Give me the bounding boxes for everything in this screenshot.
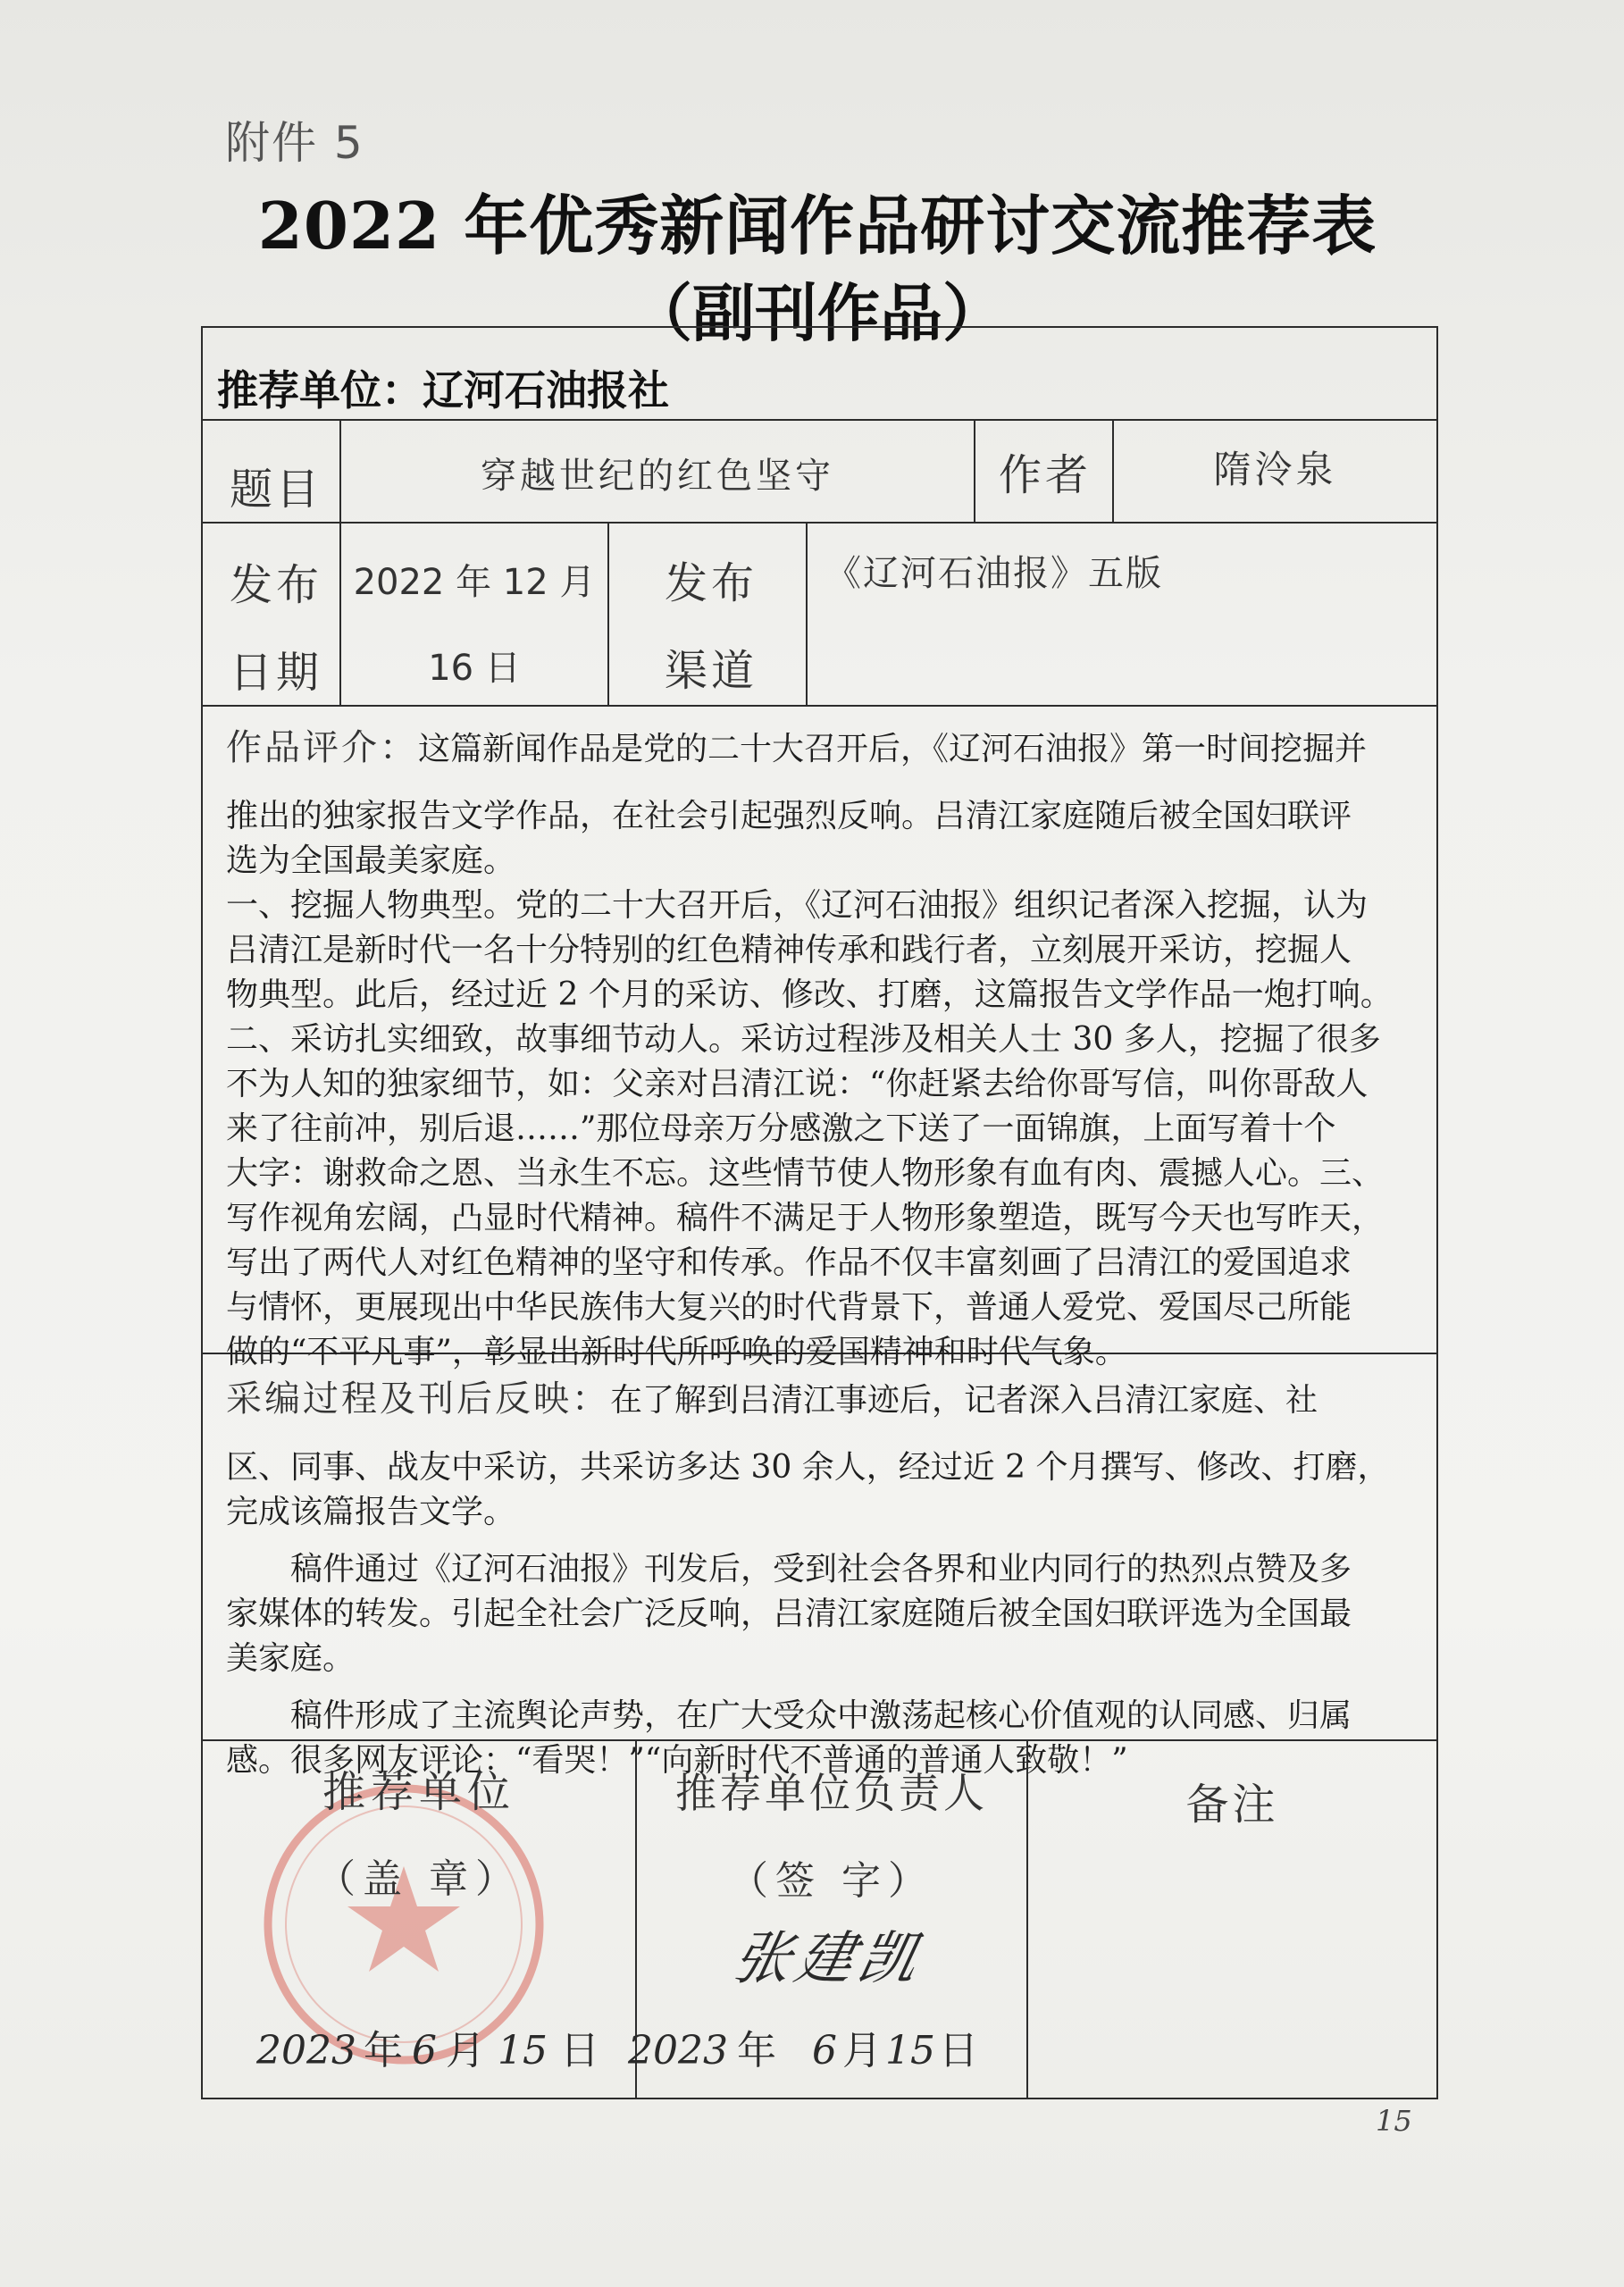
intro-label: 作品评介：: [226, 727, 418, 768]
intro-line-2: 选为全国最美家庭。: [226, 842, 516, 879]
process-block: [226, 1374, 1414, 1783]
channel-label-2: 渠道: [665, 646, 758, 696]
title-label: 题目: [230, 465, 323, 515]
intro-line-12: 与情怀，更展现出中华民族伟大复兴的时代背景下，普通人爱党、爱国尽己所能: [226, 1289, 1352, 1326]
author-label: 作者: [999, 450, 1092, 500]
intro-row: [203, 707, 1436, 1370]
channel-label-1: 发布: [665, 558, 758, 608]
unit-row: [203, 328, 1436, 421]
leader-date-month: 6: [811, 2028, 837, 2073]
intro-line-4: 吕清江是新时代一名十分特别的红色精神传承和践行者，立刻展开采访，挖掘人: [226, 932, 1352, 968]
unit-date-year: 2023: [256, 2028, 356, 2073]
unit-stamp-cell: [203, 1741, 637, 2099]
page-subtitle: （副刊作品）: [630, 276, 1005, 350]
unit-date: [256, 2018, 599, 2075]
recommendation-form: [201, 326, 1438, 2099]
unit-date-month: 6: [411, 2028, 437, 2073]
channel-value: 《辽河石油报》五版: [825, 553, 1163, 594]
intro-line-1: 推出的独家报告文学作品，在社会引起强烈反响。吕清江家庭随后被全国妇联评: [226, 798, 1352, 834]
leader-date-day: 15: [884, 2028, 935, 2073]
process-line-0-text: 在了解到吕清江事迹后，记者深入吕清江家庭、社: [610, 1382, 1318, 1419]
process-line-5: 美家庭。: [226, 1640, 356, 1677]
footer-leader-label: 推荐单位负责人: [675, 1769, 988, 1817]
attachment-label: 附件 5: [225, 117, 364, 169]
leader-date-year: 2023: [628, 2028, 728, 2073]
page-title: 2022 年优秀新闻作品研讨交流推荐表: [257, 188, 1377, 264]
title-value: 穿越世纪的红色坚守: [481, 456, 834, 497]
remark-label: 备注: [1185, 1780, 1279, 1830]
unit-date-nian: 年: [363, 2028, 403, 2073]
intro-line-0: [226, 723, 1414, 775]
channel-label-cell: [609, 524, 808, 705]
unit-value: 辽河石油报社: [423, 366, 669, 415]
leader-sign-cell: [628, 1741, 1028, 2099]
leader-date: [628, 2018, 978, 2075]
footer-sign-label: （签 字）: [729, 1858, 934, 1904]
intro-line-11: 写出了两代人对红色精神的坚守和传承。作品不仅丰富刻画了吕清江的爱国追求: [226, 1244, 1352, 1281]
author-label-cell: [975, 421, 1114, 522]
title-value-cell: [341, 421, 975, 522]
unit-date-day: 15: [497, 2028, 548, 2073]
process-line-2: 完成该篇报告文学。: [226, 1494, 516, 1530]
intro-line-13: 做的“不平凡事”，彰显出新时代所呼唤的爱国精神和时代气象。: [226, 1334, 1127, 1370]
author-value-cell: [1114, 421, 1436, 522]
process-line-1: 区、同事、战友中采访，共采访多达 30 余人，经过近 2 个月撰写、修改、打磨，: [226, 1449, 1390, 1486]
process-row: [203, 1354, 1436, 1779]
date-value-2: 16 日: [428, 648, 521, 689]
intro-line-3: 一、挖掘人物典型。党的二十大召开后，《辽河石油报》组织记者深入挖掘，认为: [226, 887, 1369, 924]
date-label-1: 发布: [230, 560, 323, 610]
intro-line-9: 大字：谢救命之恩、当永生不忘。这些情节使人物形象有血有肉、震撼人心。三、: [226, 1155, 1385, 1192]
leader-date-yue: 月: [841, 2028, 882, 2073]
unit-label: 推荐单位：: [217, 366, 423, 415]
footer-stamp-label: （盖 章）: [316, 1856, 522, 1902]
intro-line-7: 不为人知的独家细节，如：父亲对吕清江说：“你赶紧去给你哥写信，叫你哥敌人: [226, 1066, 1369, 1102]
date-label-2: 日期: [230, 648, 323, 698]
footer-unit-label: 推荐单位: [322, 1767, 515, 1817]
remark-cell: [1028, 1741, 1436, 2099]
date-label-cell: [203, 524, 341, 705]
channel-value-cell: [808, 524, 1436, 705]
process-line-0: [226, 1374, 1414, 1426]
process-label: 采编过程及刊后反映：: [226, 1378, 610, 1420]
unit-field: [217, 358, 669, 417]
unit-date-yue: 月: [445, 2028, 485, 2073]
leader-date-nian: 年: [736, 2028, 776, 2073]
publish-row: [203, 524, 1436, 707]
intro-line-10: 写作视角宏阔，凸显时代精神。稿件不满足于人物形象塑造，既写今天也写昨天，: [226, 1200, 1385, 1236]
intro-line-6: 二、采访扎实细致，故事细节动人。采访过程涉及相关人士 30 多人，挖掘了很多: [226, 1021, 1381, 1058]
process-line-3: 稿件通过《辽河石油报》刊发后，受到社会各界和业内同行的热烈点赞及多: [226, 1551, 1352, 1587]
intro-line-8: 来了往前冲，别后退……”那位母亲万分感激之下送了一面锦旗，上面写着十个: [226, 1110, 1336, 1147]
title-label-cell: [203, 421, 341, 522]
unit-date-ri: 日: [559, 2028, 599, 2073]
process-line-7: 感。很多网友评论：“看哭！”“向新时代不普通的普通人致敬！”: [226, 1742, 1128, 1779]
date-value-1: 2022 年 12 月: [353, 562, 596, 603]
process-line-6: 稿件形成了主流舆论声势，在广大受众中激荡起核心价值观的认同感、归属: [226, 1697, 1352, 1734]
author-value: 隋泠泉: [1213, 448, 1337, 491]
intro-block: [226, 723, 1414, 1375]
leader-signature: 张建凯: [726, 1926, 929, 1992]
date-value-cell: [341, 524, 609, 705]
intro-line-0-text: 这篇新闻作品是党的二十大召开后，《辽河石油报》第一时间挖掘并: [418, 731, 1368, 767]
title-row: [203, 421, 1436, 524]
process-line-4: 家媒体的转发。引起全社会广泛反响，吕清江家庭随后被全国妇联评选为全国最: [226, 1596, 1352, 1632]
leader-date-ri: 日: [938, 2028, 978, 2073]
signature-row: [203, 1741, 1436, 2099]
page-number: 15: [1376, 2104, 1412, 2138]
intro-line-5: 物典型。此后，经过近 2 个月的采访、修改、打磨，这篇报告文学作品一炮打响。: [226, 976, 1393, 1013]
